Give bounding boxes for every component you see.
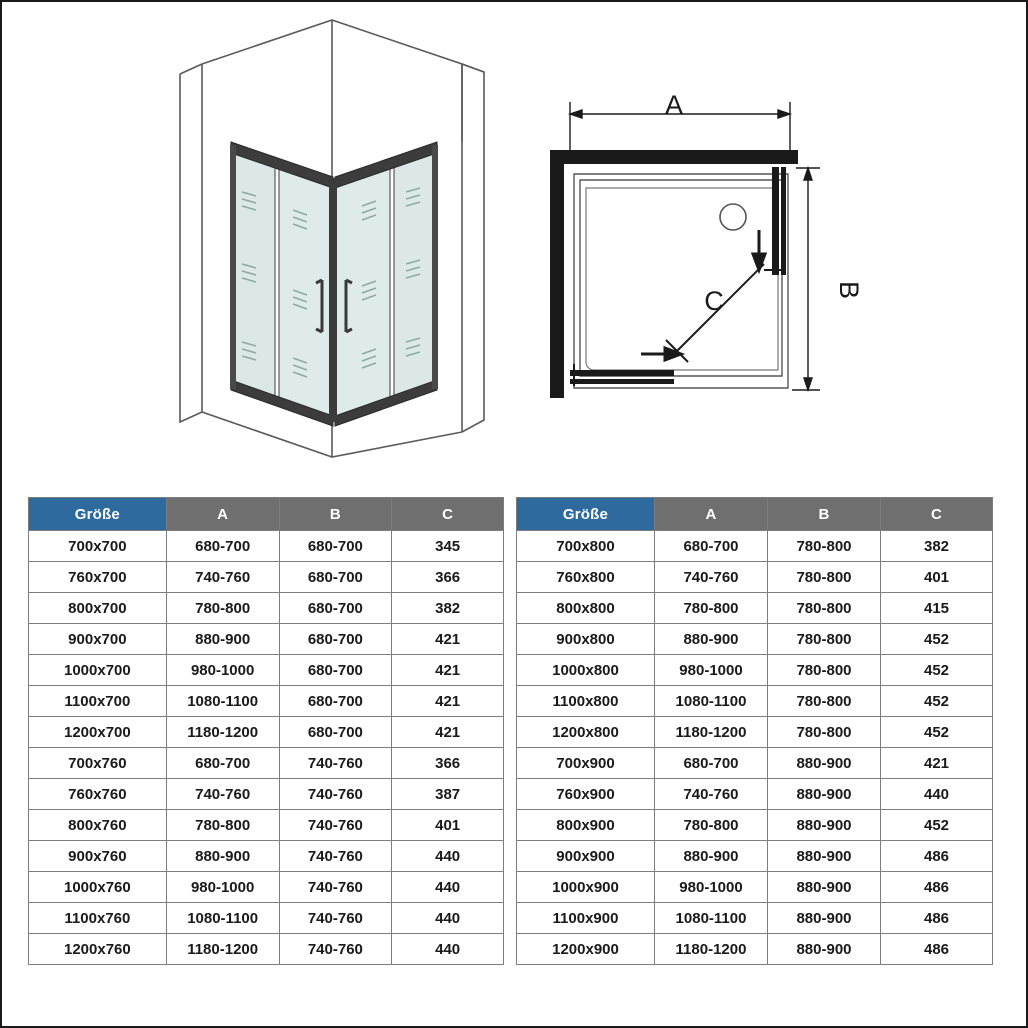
cell-c: 486 xyxy=(881,872,993,903)
cell-c: 387 xyxy=(392,779,504,810)
cell-c: 440 xyxy=(392,903,504,934)
table-row xyxy=(517,562,993,593)
cell-a: 980-1000 xyxy=(166,655,279,686)
cell-b: 680-700 xyxy=(279,562,392,593)
table-row xyxy=(29,934,504,965)
table-row xyxy=(517,841,993,872)
cell-a: 1080-1100 xyxy=(166,686,279,717)
door-rail-bottom xyxy=(570,364,674,386)
table-row xyxy=(517,624,993,655)
label-b: B xyxy=(834,280,864,300)
header-size: Größe xyxy=(517,498,655,531)
drain-icon xyxy=(720,204,746,230)
table-header-row xyxy=(517,498,993,531)
cell-b: 780-800 xyxy=(768,655,881,686)
perspective-drawing xyxy=(180,20,484,457)
cell-b: 740-760 xyxy=(279,903,392,934)
cell-size: 700x700 xyxy=(29,531,167,562)
cell-b: 680-700 xyxy=(279,593,392,624)
table-row xyxy=(29,624,504,655)
cell-size: 760x800 xyxy=(517,562,655,593)
cell-c: 415 xyxy=(881,593,993,624)
cell-c: 421 xyxy=(392,624,504,655)
cell-c: 421 xyxy=(392,655,504,686)
cell-size: 1200x700 xyxy=(29,717,167,748)
table-row xyxy=(29,841,504,872)
cell-size: 700x900 xyxy=(517,748,655,779)
cell-c: 366 xyxy=(392,562,504,593)
label-a: A xyxy=(664,90,684,120)
cell-a: 740-760 xyxy=(166,562,279,593)
cell-c: 440 xyxy=(392,934,504,965)
cell-b: 680-700 xyxy=(279,717,392,748)
left-size-table xyxy=(28,497,504,965)
cell-a: 780-800 xyxy=(166,593,279,624)
cell-size: 900x760 xyxy=(29,841,167,872)
cell-a: 880-900 xyxy=(166,841,279,872)
right-table-wrapper xyxy=(516,497,1003,965)
table-row xyxy=(517,655,993,686)
header-a: A xyxy=(166,498,279,531)
cell-c: 486 xyxy=(881,903,993,934)
cell-a: 680-700 xyxy=(655,748,768,779)
cell-size: 1100x800 xyxy=(517,686,655,717)
cell-size: 700x800 xyxy=(517,531,655,562)
header-c: C xyxy=(392,498,504,531)
cell-b: 780-800 xyxy=(768,562,881,593)
diagram-area xyxy=(2,2,1028,472)
cell-size: 1000x800 xyxy=(517,655,655,686)
cell-b: 680-700 xyxy=(279,686,392,717)
left-table-wrapper xyxy=(28,497,504,965)
cell-a: 680-700 xyxy=(166,531,279,562)
cell-b: 780-800 xyxy=(768,686,881,717)
cell-c: 401 xyxy=(392,810,504,841)
cell-b: 880-900 xyxy=(768,779,881,810)
cell-c: 452 xyxy=(881,717,993,748)
cell-c: 401 xyxy=(881,562,993,593)
table-row xyxy=(517,686,993,717)
cell-c: 452 xyxy=(881,624,993,655)
plan-drawing xyxy=(550,90,864,398)
cell-a: 680-700 xyxy=(655,531,768,562)
wall-left xyxy=(550,150,564,398)
cell-size: 760x900 xyxy=(517,779,655,810)
cell-size: 1100x760 xyxy=(29,903,167,934)
table-row xyxy=(517,779,993,810)
table-row xyxy=(29,810,504,841)
table-row xyxy=(517,872,993,903)
table-row xyxy=(29,562,504,593)
cell-size: 800x800 xyxy=(517,593,655,624)
cell-b: 680-700 xyxy=(279,624,392,655)
cell-c: 486 xyxy=(881,934,993,965)
direction-arrows xyxy=(641,230,765,360)
cell-b: 740-760 xyxy=(279,934,392,965)
cell-a: 680-700 xyxy=(166,748,279,779)
cell-size: 760x700 xyxy=(29,562,167,593)
cell-size: 1200x900 xyxy=(517,934,655,965)
cell-b: 740-760 xyxy=(279,810,392,841)
cell-b: 780-800 xyxy=(768,593,881,624)
table-row xyxy=(29,593,504,624)
table-row xyxy=(29,903,504,934)
table-row xyxy=(517,748,993,779)
table-row xyxy=(517,903,993,934)
cell-c: 452 xyxy=(881,655,993,686)
cell-c: 421 xyxy=(881,748,993,779)
cell-c: 421 xyxy=(392,717,504,748)
cell-size: 700x760 xyxy=(29,748,167,779)
cell-a: 740-760 xyxy=(655,779,768,810)
cell-b: 780-800 xyxy=(768,717,881,748)
cell-b: 880-900 xyxy=(768,748,881,779)
glass-panel-left-fixed xyxy=(234,152,275,400)
header-size: Größe xyxy=(29,498,167,531)
cell-size: 900x900 xyxy=(517,841,655,872)
cell-c: 366 xyxy=(392,748,504,779)
cell-b: 880-900 xyxy=(768,934,881,965)
table-row xyxy=(29,779,504,810)
cell-a: 1180-1200 xyxy=(166,934,279,965)
right-size-table xyxy=(516,497,993,965)
cell-a: 1080-1100 xyxy=(655,686,768,717)
cell-size: 1200x800 xyxy=(517,717,655,748)
cell-b: 740-760 xyxy=(279,779,392,810)
cell-c: 440 xyxy=(881,779,993,810)
table-row xyxy=(29,717,504,748)
cell-a: 880-900 xyxy=(655,624,768,655)
cell-b: 680-700 xyxy=(279,531,392,562)
table-row xyxy=(517,934,993,965)
cell-a: 980-1000 xyxy=(166,872,279,903)
cell-c: 382 xyxy=(881,531,993,562)
cell-b: 880-900 xyxy=(768,841,881,872)
cell-size: 900x700 xyxy=(29,624,167,655)
cell-a: 740-760 xyxy=(166,779,279,810)
cell-c: 345 xyxy=(392,531,504,562)
cell-size: 800x760 xyxy=(29,810,167,841)
cell-a: 780-800 xyxy=(166,810,279,841)
cell-c: 452 xyxy=(881,686,993,717)
header-b: B xyxy=(279,498,392,531)
cell-size: 800x900 xyxy=(517,810,655,841)
cell-c: 486 xyxy=(881,841,993,872)
cell-a: 1180-1200 xyxy=(166,717,279,748)
cell-a: 740-760 xyxy=(655,562,768,593)
wall-top xyxy=(550,150,798,164)
cell-c: 421 xyxy=(392,686,504,717)
cell-size: 1000x900 xyxy=(517,872,655,903)
shower-enclosure-drawings xyxy=(2,2,1028,472)
table-row xyxy=(517,810,993,841)
cell-c: 440 xyxy=(392,872,504,903)
table-row xyxy=(29,531,504,562)
door-rail-right xyxy=(764,167,786,275)
table-row xyxy=(29,655,504,686)
cell-size: 1000x700 xyxy=(29,655,167,686)
cell-a: 980-1000 xyxy=(655,655,768,686)
cell-size: 1000x760 xyxy=(29,872,167,903)
cell-b: 740-760 xyxy=(279,872,392,903)
cell-a: 780-800 xyxy=(655,810,768,841)
cell-size: 760x760 xyxy=(29,779,167,810)
label-c: C xyxy=(704,286,724,316)
cell-a: 980-1000 xyxy=(655,872,768,903)
cell-a: 1180-1200 xyxy=(655,934,768,965)
cell-c: 452 xyxy=(881,810,993,841)
table-row xyxy=(517,531,993,562)
cell-a: 880-900 xyxy=(655,841,768,872)
header-b: B xyxy=(768,498,881,531)
table-row xyxy=(29,686,504,717)
tables-area xyxy=(2,482,1028,982)
cell-b: 880-900 xyxy=(768,903,881,934)
table-row xyxy=(29,872,504,903)
cell-b: 780-800 xyxy=(768,531,881,562)
cell-b: 740-760 xyxy=(279,748,392,779)
cell-a: 880-900 xyxy=(166,624,279,655)
cell-c: 382 xyxy=(392,593,504,624)
header-a: A xyxy=(655,498,768,531)
cell-b: 880-900 xyxy=(768,810,881,841)
cell-b: 880-900 xyxy=(768,872,881,903)
table-row xyxy=(517,717,993,748)
cell-size: 900x800 xyxy=(517,624,655,655)
cell-size: 1200x760 xyxy=(29,934,167,965)
cell-size: 800x700 xyxy=(29,593,167,624)
cell-b: 740-760 xyxy=(279,841,392,872)
table-row xyxy=(29,748,504,779)
table-row xyxy=(517,593,993,624)
cell-a: 1080-1100 xyxy=(655,903,768,934)
b-dimension xyxy=(792,168,820,390)
cell-b: 780-800 xyxy=(768,624,881,655)
table-header-row xyxy=(29,498,504,531)
cell-size: 1100x900 xyxy=(517,903,655,934)
cell-c: 440 xyxy=(392,841,504,872)
cell-a: 1180-1200 xyxy=(655,717,768,748)
cell-a: 780-800 xyxy=(655,593,768,624)
cell-b: 680-700 xyxy=(279,655,392,686)
header-c: C xyxy=(881,498,993,531)
cell-a: 1080-1100 xyxy=(166,903,279,934)
cell-size: 1100x700 xyxy=(29,686,167,717)
